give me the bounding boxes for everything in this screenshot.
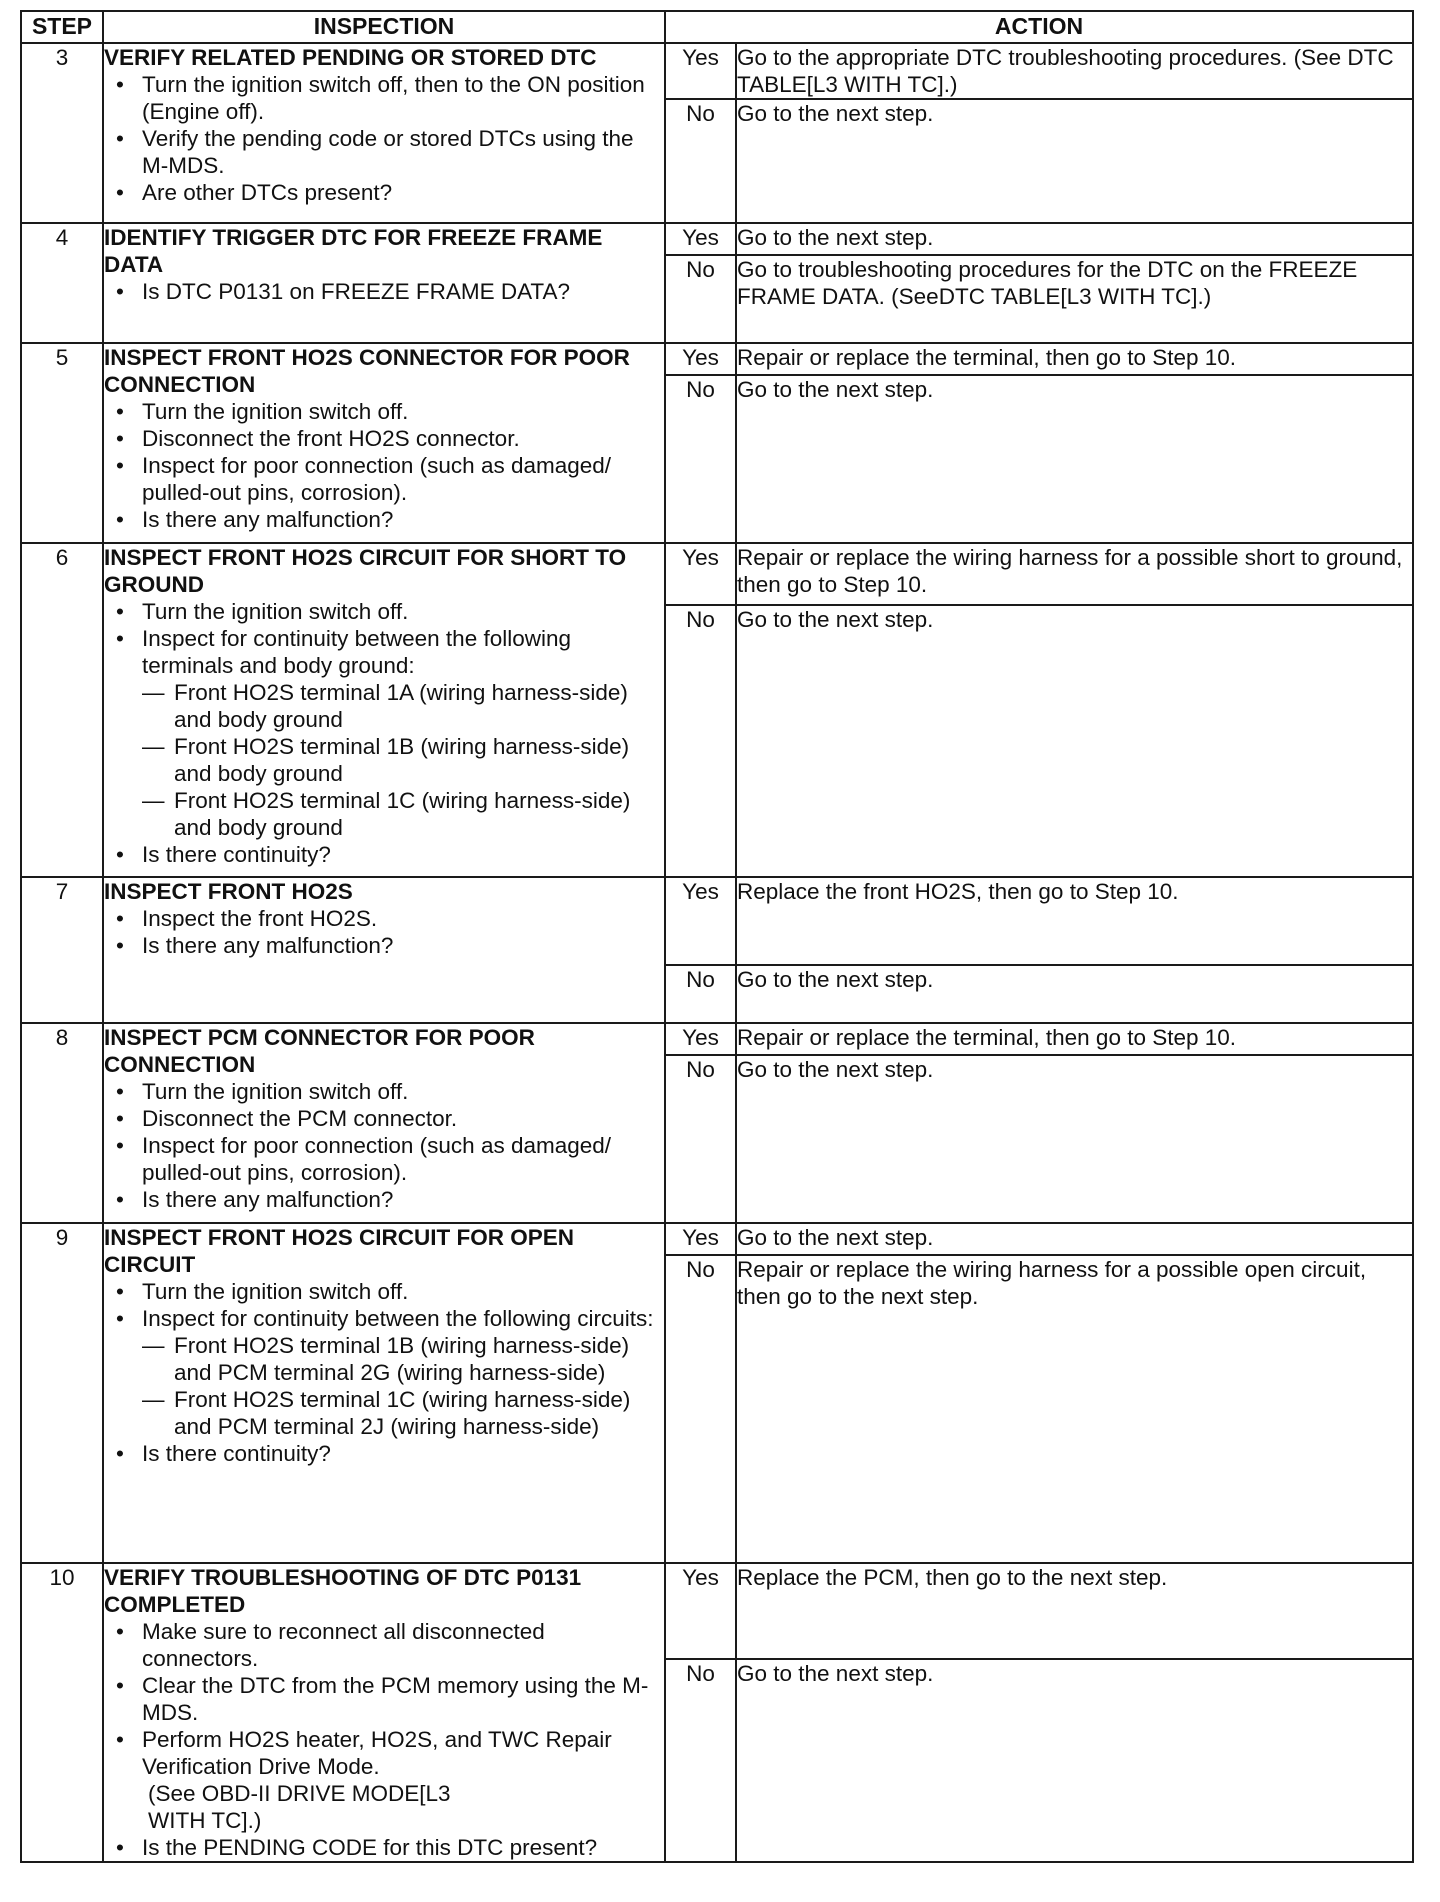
no-action: Go to the next step. [736,99,1413,223]
inspection-bullet [104,625,664,841]
yes-label: Yes [665,543,736,605]
step-number: 7 [21,877,103,1023]
inspection-bullets [104,278,664,305]
no-label: No [665,99,736,223]
yes-label: Yes [665,1223,736,1255]
yes-action: Go to the next step. [736,1223,1413,1255]
inspection-cell [103,1023,665,1223]
inspection-bullet: • Disconnect the front HO2S connector. [104,425,664,452]
no-action: Go to the next step. [736,1659,1413,1862]
terminal-item: — Front HO2S terminal 1A (wiring harness-side) and body ground [142,679,664,733]
diagnostic-table [20,10,1414,1863]
step-number: 3 [21,43,103,223]
inspection-bullet: • Turn the ignition switch off. [104,1078,664,1105]
no-action: Repair or replace the wiring harness for a possible open circuit, then go to the next step. [736,1255,1413,1563]
no-action: Go to troubleshooting procedures for the DTC on the FREEZE FRAME DATA. (SeeDTC TABLE[L3 WITH TC].) [736,255,1413,343]
no-label: No [665,375,736,543]
table-row [21,543,1413,605]
inspection-title: INSPECT FRONT HO2S CONNECTOR FOR POOR CONNECTION [104,345,630,397]
inspection-bullet: • Turn the ignition switch off. [104,398,664,425]
inspection-bullet: • Is the PENDING CODE for this DTC present? [104,1834,664,1861]
inspection-bullets [104,598,664,868]
inspection-bullet: • Is there any malfunction? [104,506,664,533]
step-number: 10 [21,1563,103,1862]
inspection-bullet: • Turn the ignition switch off, then to the ON position (Engine off). [104,71,664,125]
step-number: 6 [21,543,103,877]
terminal-item: — Front HO2S terminal 1B (wiring harness-side) and body ground [142,733,664,787]
circuit-item: — Front HO2S terminal 1C (wiring harness-side) and PCM terminal 2J (wiring harness-side) [142,1386,664,1440]
step-number: 5 [21,343,103,543]
inspection-bullet: • Is DTC P0131 on FREEZE FRAME DATA? [104,278,664,305]
inspection-cell [103,43,665,223]
no-action: Go to the next step. [736,1055,1413,1223]
inspection-title: INSPECT FRONT HO2S CIRCUIT FOR OPEN CIRCUIT [104,1225,575,1277]
inspection-bullets [104,1278,664,1467]
circuit-list [142,1332,664,1440]
no-action: Go to the next step. [736,375,1413,543]
yes-action: Go to the appropriate DTC troubleshooting procedures. (See DTC TABLE[L3 WITH TC].) [736,43,1413,99]
header-action: ACTION [665,11,1413,43]
inspection-bullet: • Are other DTCs present? [104,179,664,206]
inspection-cell [103,877,665,1023]
inspection-bullet: • Inspect the front HO2S. [104,905,664,932]
inspection-bullet: • Disconnect the PCM connector. [104,1105,664,1132]
yes-action: Replace the front HO2S, then go to Step 10. [736,877,1413,965]
circuit-item: — Front HO2S terminal 1B (wiring harness-side) and PCM terminal 2G (wiring harness-side) [142,1332,664,1386]
no-label: No [665,1659,736,1862]
inspection-title: IDENTIFY TRIGGER DTC FOR FREEZE FRAME DATA [104,225,603,277]
see-reference: (See OBD-II DRIVE MODE[L3 WITH TC].) [148,1781,451,1833]
table-row [21,877,1413,965]
inspection-bullet: • Verify the pending code or stored DTCs using the M-MDS. [104,125,664,179]
inspection-bullet: • Is there any malfunction? [104,1186,664,1213]
inspection-cell [103,1563,665,1862]
no-label: No [665,255,736,343]
inspection-bullet: • Inspect for poor connection (such as damaged/ pulled-out pins, corrosion). [104,452,664,506]
no-label: No [665,965,736,1023]
inspection-bullet: • Make sure to reconnect all disconnected connectors. [104,1618,664,1672]
inspection-bullets [104,1618,664,1861]
inspection-title: VERIFY TROUBLESHOOTING OF DTC P0131 COMPLETED [104,1565,582,1617]
inspection-bullet: • Clear the DTC from the PCM memory using the M-MDS. [104,1672,664,1726]
inspection-title: VERIFY RELATED PENDING OR STORED DTC [104,45,597,70]
inspection-bullets [104,905,664,959]
table-row [21,343,1413,375]
yes-label: Yes [665,1023,736,1055]
yes-action: Go to the next step. [736,223,1413,255]
inspection-bullet: • Inspect for poor connection (such as damaged/ pulled-out pins, corrosion). [104,1132,664,1186]
header-inspection: INSPECTION [103,11,665,43]
inspection-bullet: • Turn the ignition switch off. [104,1278,664,1305]
step-number: 8 [21,1023,103,1223]
yes-action: Replace the PCM, then go to the next step. [736,1563,1413,1659]
yes-label: Yes [665,223,736,255]
yes-action: Repair or replace the terminal, then go to Step 10. [736,343,1413,375]
inspection-bullets [104,71,664,206]
table-row [21,43,1413,99]
yes-label: Yes [665,43,736,99]
yes-label: Yes [665,877,736,965]
inspection-bullet: • Is there continuity? [104,841,664,868]
inspection-cell [103,223,665,343]
yes-label: Yes [665,343,736,375]
inspection-bullet [104,1726,664,1834]
inspection-cell [103,343,665,543]
step-number: 9 [21,1223,103,1563]
no-label: No [665,1055,736,1223]
inspection-bullet: • Is there continuity? [104,1440,664,1467]
inspection-bullet-text: Inspect for continuity between the following circuits: [142,1306,654,1331]
table-row [21,1023,1413,1055]
inspection-title: INSPECT FRONT HO2S CIRCUIT FOR SHORT TO GROUND [104,545,627,597]
header-step: STEP [21,11,103,43]
inspection-bullets [104,1078,664,1213]
table-row [21,1223,1413,1255]
table-row [21,1563,1413,1659]
inspection-cell [103,1223,665,1563]
no-action: Go to the next step. [736,605,1413,877]
inspection-bullet [104,1305,664,1440]
diagnostic-procedure-page [20,10,1412,1863]
inspection-title: INSPECT PCM CONNECTOR FOR POOR CONNECTION [104,1025,535,1077]
inspection-bullet-text: Inspect for continuity between the following terminals and body ground: [142,626,572,678]
inspection-bullet: • Is there any malfunction? [104,932,664,959]
no-label: No [665,1255,736,1563]
inspection-bullet-text: Perform HO2S heater, HO2S, and TWC Repair Verification Drive Mode. [142,1727,612,1779]
step-number: 4 [21,223,103,343]
yes-action: Repair or replace the wiring harness for a possible short to ground, then go to Step 10. [736,543,1413,605]
terminal-list [142,679,664,841]
table-row [21,223,1413,255]
no-action: Go to the next step. [736,965,1413,1023]
terminal-item: — Front HO2S terminal 1C (wiring harness-side) and body ground [142,787,664,841]
table-header-row [21,11,1413,43]
inspection-title: INSPECT FRONT HO2S [104,879,353,904]
yes-label: Yes [665,1563,736,1659]
inspection-bullet: • Turn the ignition switch off. [104,598,664,625]
inspection-bullets [104,398,664,533]
inspection-cell [103,543,665,877]
no-label: No [665,605,736,877]
yes-action: Repair or replace the terminal, then go to Step 10. [736,1023,1413,1055]
